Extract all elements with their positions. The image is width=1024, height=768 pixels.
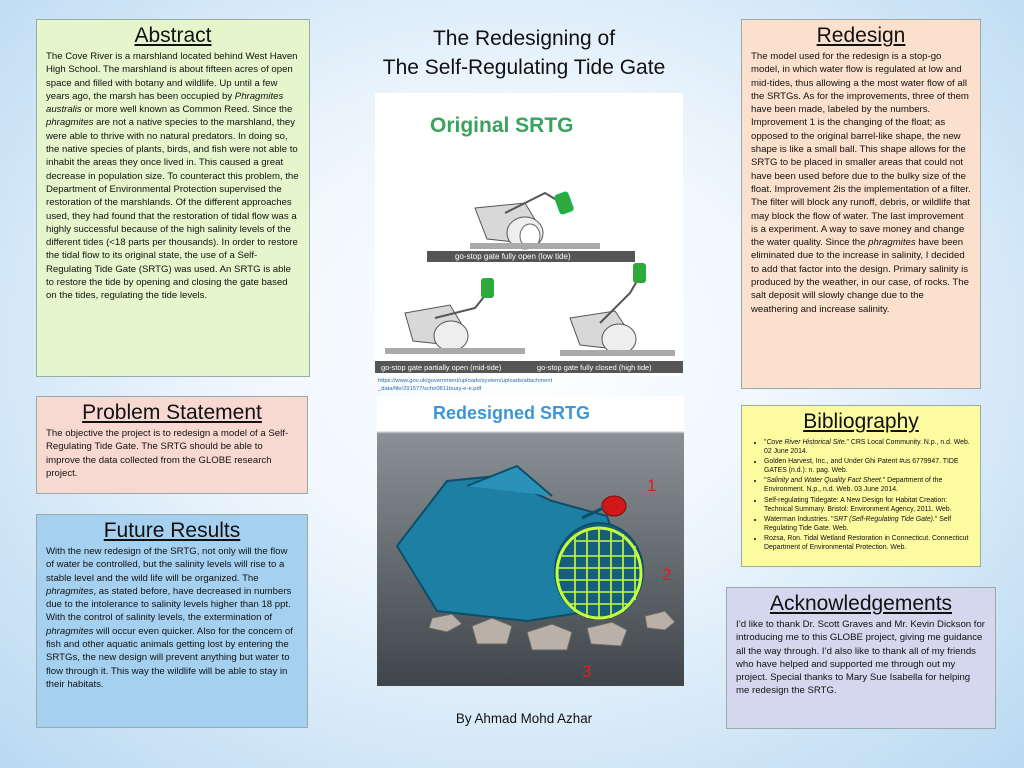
bibliography-item: • Golden Harvest, Inc., and Under Ghi Patent #us 6779947. TIDE GATES (n.d.): n. pag. Web.	[764, 457, 972, 475]
caption-mid-tide: go-stop gate partially open (mid-tide)	[381, 363, 502, 372]
caption-high-tide: go-stop gate fully closed (high tide)	[537, 363, 652, 372]
acknowledgements-heading: Acknowledgements	[769, 592, 953, 615]
original-srtg-title: Original SRTG	[430, 114, 574, 137]
future-heading: Future Results	[103, 519, 241, 542]
improvement-label-3: 3	[582, 662, 592, 681]
author-credit: By Ahmad Mohd Azhar	[455, 711, 593, 726]
redesigned-srtg-figure	[377, 396, 684, 686]
bibliography-item: • "Cove River Historical Site." CRS Local Community. N.p., n.d. Web. 02 June 2014.	[764, 438, 972, 456]
bibliography-item: • "Salinity and Water Quality Fact Sheet." Department of the Environment. N.p., n.d. Web. 03 June 2014.	[764, 476, 972, 494]
redesigned-srtg-title: Redesigned SRTG	[433, 403, 591, 423]
caption-low-tide: go-stop gate fully open (low tide)	[455, 252, 571, 261]
gate-illustration-mid-tide	[385, 278, 525, 354]
bibliography-item: • Rozsa, Ron. Tidal Wetland Restoration in Connecticut. Connecticut Department of Environmental Protection. Web.	[764, 534, 972, 552]
acknowledgements-text: I’d like to thank Dr. Scott Graves and Mr. Kevin Dickson for introducing me to this GLOBE project, giving me guidance all the way through. I’d also like to thank all of my friends who have helped and supported me through out my project. Special thanks to Mary Sue Isabella for helping me redesign the SRTG.	[736, 619, 986, 697]
original-srtg-figure	[375, 93, 683, 376]
abstract-text: The Cove River is a marshland located behind West Haven High School. The marshland is about fifteen acres of open space and filled with botany and wildlife. Up until a few years ago, the marsh has been occupied by Phragmites australis or more well known as Common Reed. Since the phragmites are not a native species to the marshland, they were able to thrive with no natural predators. In doing so, the native species of plants, birds, and fish were not able to inhabit the areas they once lived in. This caused a great decrease in population size. To counteract this problem, the Department of Environmental Protection supervised the restoration of the marshlands. Of the different approaches used, they had found that the restoration of tidal flow was a highly successful because of the high salinity levels of the different tides (<18 parts per thousands). In order to restore the tidal flow to its original state, the use of a Self-Regulating Tide Gate (SRTG) was used. An SRTG is able to restore the tide by opening and closing the gate based on the tides, regulating the tide levels.	[46, 51, 299, 302]
ball-float	[602, 496, 626, 516]
source-url[interactable]: https://www.gov.uk/government/uploads/system/uploads/attachment_data/file/291577/scho0811buay-e-e.pdf	[378, 378, 553, 392]
gate-illustration-high-tide	[560, 263, 675, 356]
problem-statement-panel	[36, 396, 308, 494]
poster-title	[340, 24, 708, 82]
acknowledgements-panel	[726, 587, 996, 729]
future-text: With the new redesign of the SRTG, not only will the flow of water be controlled, but the salinity levels will rise to a stable level and the wild life will be organized. The phragmites, as stated before, have decreased in numbers due to the intolerance to salinity levels higher than 18 ppt. With the control of salinity levels, the extermination of phragmites will occur even quicker. Also for the concern of fish and other aquatic animals getting lost by entering the SRTGs, the new design will prevent anything but water to flow through it. This way the wildlife will be able to stay in their habitats.	[46, 546, 293, 690]
bibliography-heading: Bibliography	[803, 410, 919, 433]
gate-illustration-low-tide	[470, 191, 600, 249]
redesign-text: The model used for the redesign is a stop-go model, in which water flow is regulated at low and mid-tides, thus allowing a the most water flow of all the SRTGs. As for the improvements, three of them have been made, labeled by the numbers. Improvement 1 is the changing of the float; as opposed to the original barrel-like shape, the new shape is like a small ball. This shape allows for the SRTG to be placed in smaller areas that could not have been used before due to the bulky size of the float. Improvement 2is the implementation of a filter. The filter will block any runoff, debris, or wildlife that may block the flow of water. The last improvement is a experiment. A way to save money and change the water quality. Since the phragmites have been eliminated due to the increase in salinity, I decided to add that factor into the design. Primary salinity is produced by the weather, in our case, of rocks. The salt deposit will slowly change due to the weathering and increase salinity.	[751, 51, 971, 315]
problem-text: The objective the project is to redesign a model of a Self-Regulating Tide Gate. The SRTG should be able to improve the data collected from the GLOBE research project.	[46, 428, 289, 479]
original-srtg-diagram	[375, 93, 683, 376]
bibliography-item: • Waterman Industries. "SRT (Self-Regulating Tide Gate)." Self Regulating Tide Gate. Web.	[764, 515, 972, 533]
title-line-1: The Redesigning of	[432, 27, 616, 50]
title-line-2: The Self-Regulating Tide Gate	[382, 56, 666, 79]
improvement-label-1: 1	[647, 476, 657, 495]
redesign-panel	[741, 19, 981, 389]
bibliography-panel	[741, 405, 981, 567]
bibliography-list	[750, 438, 972, 552]
redesigned-srtg-render	[377, 396, 684, 686]
problem-heading: Problem Statement	[82, 401, 262, 424]
future-results-panel	[36, 514, 308, 728]
improvement-label-2: 2	[662, 565, 672, 584]
bibliography-item: • Self-regulating Tidegate: A New Design for Habitat Creation: Technical Summary. Bristol: Environment Agency, 2011. Web.	[764, 496, 972, 514]
abstract-panel	[36, 19, 310, 377]
abstract-heading: Abstract	[134, 24, 212, 47]
redesign-heading: Redesign	[816, 24, 906, 47]
